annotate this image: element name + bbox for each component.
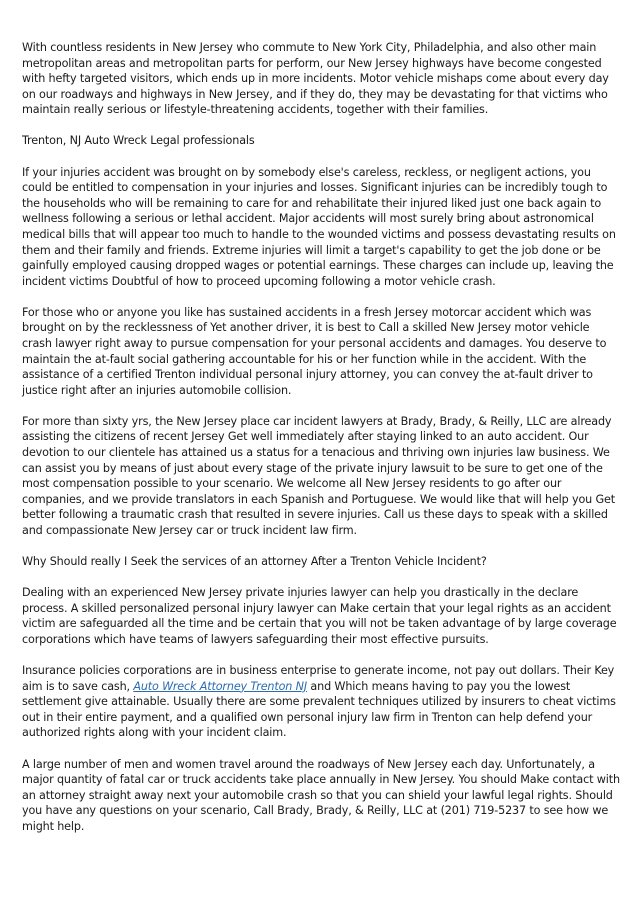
paragraph-insurance bbox=[22, 663, 620, 741]
heading-why-attorney: Why Should really I Seek the services of an attorney After a Trenton Vehicle Incident? bbox=[22, 555, 487, 569]
auto-wreck-attorney-link[interactable]: Auto Wreck Attorney Trenton NJ bbox=[133, 679, 308, 693]
paragraph-closing: A large number of men and women travel around the roadways of New Jersey each day. Unfortunately, a major quantity of fatal car or truck accidents take place annually in New Jersey. You should Make contact with an attorney straight away next your automobile crash so that you can shield your lawful legal rights. Should you have any questions on your scenario, Call Brady, Brady, & Reilly, LLC at (201) 719-5237 to see how we might help. bbox=[22, 757, 620, 833]
paragraph-pursue-compensation: For those who or anyone you like has sustained accidents in a fresh Jersey motorcar accident which was brought on by the recklessness of Yet another driver, it is best to Call a skilled New Jersey motor vehicle crash lawyer right away to pursue compensation for your personal accidents and damages. You deserve to maintain the at-fault social gathering accountable for his or her function while in the accident. With the assistance of a certified Trenton individual personal injury attorney, you can convey the at-fault driver to justice right after an injuries automobile collision. bbox=[22, 305, 607, 397]
paragraph-firm-history: For more than sixty yrs, the New Jersey place car incident lawyers at Brady, Brady, & Reilly, LLC are already assisting the citizens of recent Jersey Get well immediately after staying linked to an auto accident. Our devotion to our clientele has attained us a status for a tenacious and thriving own injuries law business. We can assist you by means of just about every stage of the private injury lawsuit to be sure to get one of the most compensation possible to your scenario. We welcome all New Jersey residents to go after our companies, and we provide translators in each Spanish and Portuguese. We would like that will help you Get better following a traumatic crash that resulted in severe injuries. Call us these days to speak with a skilled and compassionate New Jersey car or truck incident law firm. bbox=[22, 414, 615, 538]
paragraph-injury-compensation: If your injuries accident was brought on by somebody else's careless, reckless, or negligent actions, you could be entitled to compensation in your injuries and losses. Significant injuries can be incredibly tough to the households who will be remaining to care for and rehabilitate their injured liked just one back again to wellness following a serious or lethal accident. Major accidents will most surely bring about astronomical medical bills that will appear too much to handle to the wounded victims and possess devastating results on them and their family and friends. Extreme injuries will limit a target's capability to get the job done or be gainfully employed causing dropped wages or potential earnings. These charges can include up, leaving the incident victims Doubtful of how to proceed upcoming following a motor vehicle crash. bbox=[22, 165, 616, 288]
heading-trenton-lawyers: Trenton, NJ Auto Wreck Legal professionals bbox=[22, 134, 255, 148]
insurance-text-before: Insurance policies corporations are in business enterprise to generate income, not pay out dollars. Their Key aim is to save cash, bbox=[22, 664, 615, 693]
paragraph-intro: With countless residents in New Jersey who commute to New York City, Philadelphia, and also other main metropolitan areas and metropolitan parts for perform, our New Jersey highways have become congested with hefty targeted visitors, which ends up in more incidents. Motor vehicle mishaps come about every day on our roadways and highways in New Jersey, and if they do, they may be devastating for that victims who maintain really serious or lifestyle-threatening accidents, together with their families. bbox=[22, 41, 609, 117]
insurance-text-after: and Which means having to pay you the lowest settlement give attainable. Usually there are some prevalent techniques utilized by insurers to cheat victims out in their entire payment, and a qualified own personal injury law firm in Trenton can help defend your authorized rights along with your incident claim. bbox=[22, 679, 616, 740]
paragraph-experienced-lawyer: Dealing with an experienced New Jersey private injuries lawyer can help you drastically in the declare process. A skilled personalized personal injury lawyer can Make certain that your legal rights as an accident victim are safeguarded all the time and be certain that you will not be taken advantage of by large coverage corporations which have teams of lawyers safeguarding their most effective pursuits. bbox=[22, 586, 617, 646]
